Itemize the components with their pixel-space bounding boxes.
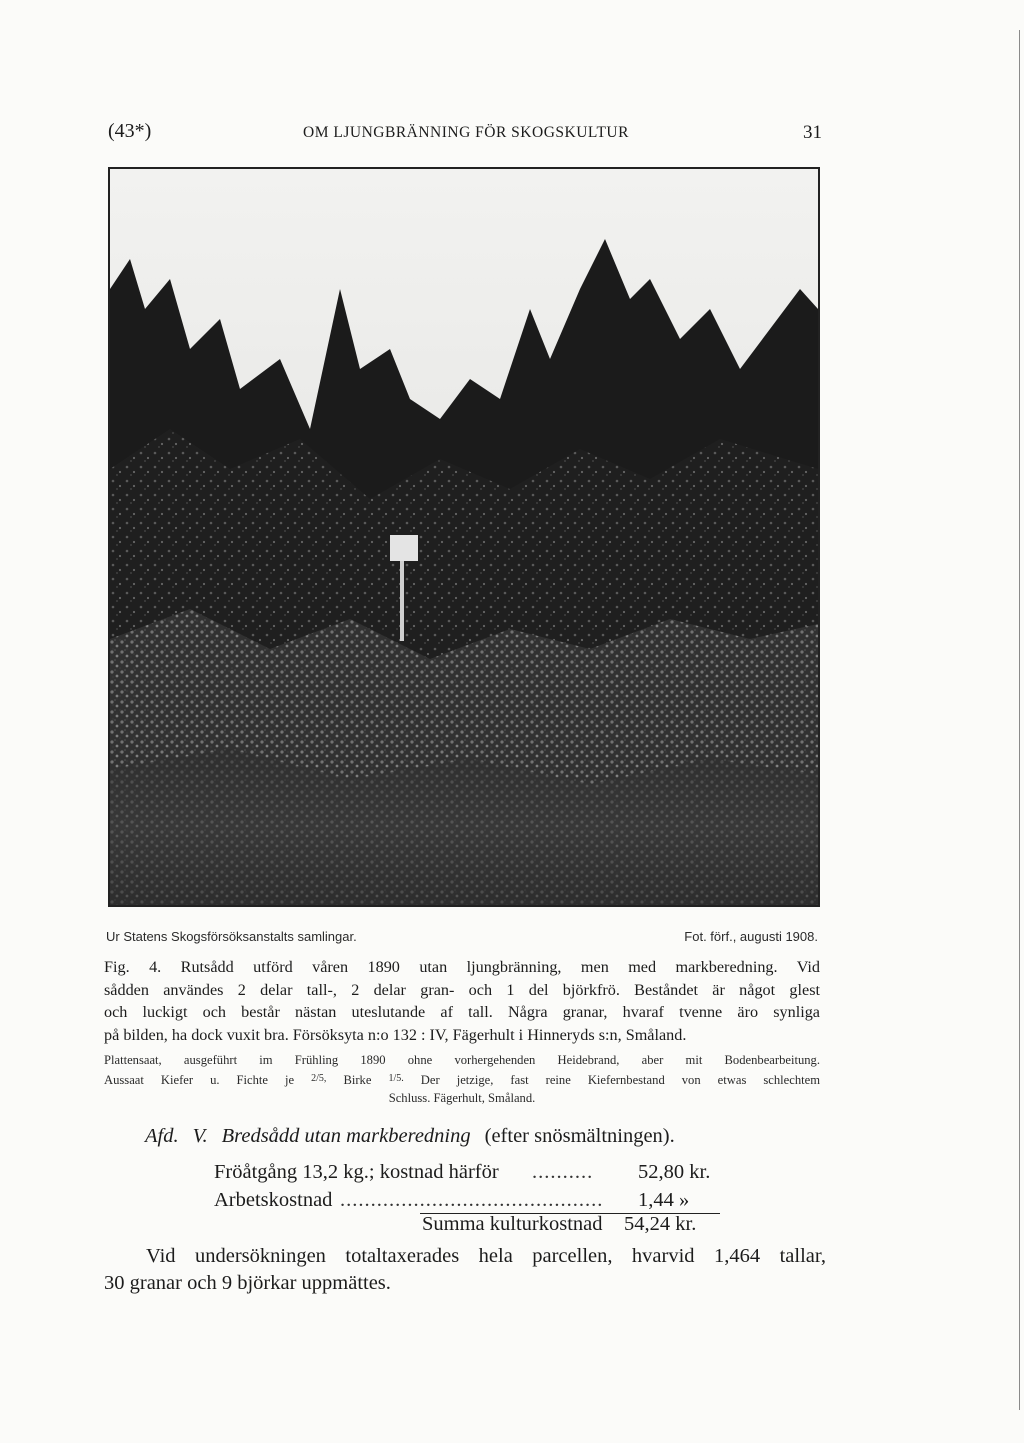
- conclusion-paragraph: [104, 1243, 826, 1297]
- section-label: Afd.: [145, 1125, 179, 1147]
- caption-de-line: Plattensaat, ausgeführt im Frühling 1890 ohne vorhergehenden Heidebrand, aber mit Bodenbearbeitung.: [104, 1053, 820, 1067]
- cost-row-seed: [214, 1161, 724, 1189]
- figure-caption-german: [104, 1051, 820, 1108]
- leader-dots: ...........................................: [340, 1189, 604, 1211]
- page-reference: (43*): [108, 120, 152, 142]
- caption-de-line: [104, 1070, 820, 1090]
- caption-de-text: Der jetzige, fast reine Kiefernbestand von etwas schlechtem: [420, 1072, 821, 1087]
- fraction-pine-spruce: 2/5,: [311, 1072, 327, 1084]
- photo-credit-source: Ur Statens Skogsförsöksanstalts samlingar.: [106, 929, 357, 944]
- photo-credit-photographer: Fot. förf., augusti 1908.: [684, 929, 818, 944]
- caption-de-line: Schluss. Fägerhult, Småland.: [388, 1091, 536, 1105]
- figure-caption-swedish: [104, 956, 820, 1046]
- conclusion-line: Vid undersökningen totaltaxerades hela parcellen, hvarvid 1,464 tallar,: [146, 1245, 826, 1267]
- fraction-birch: 1/5.: [388, 1072, 404, 1084]
- cost-label: Fröåtgång 13,2 kg.; kostnad härför: [214, 1161, 499, 1183]
- conclusion-line: 30 granar och 9 björkar uppmättes.: [104, 1272, 391, 1294]
- cost-label: Arbetskostnad: [214, 1189, 333, 1211]
- caption-sv-line: och luckigt och består nästan uteslutande af tall. Några granar, hvaraf tvenne äro synliga: [104, 1003, 820, 1021]
- cost-row-total: [214, 1213, 724, 1241]
- cost-value: 54,24 kr.: [624, 1213, 697, 1235]
- cost-value: 52,80 kr.: [638, 1161, 711, 1183]
- forest-photograph: [108, 167, 820, 907]
- section-subtitle: (efter snösmältningen).: [484, 1125, 675, 1147]
- forest-photo-illustration: [110, 169, 818, 905]
- caption-de-text: Aussaat Kiefer u. Fichte je: [104, 1072, 295, 1087]
- running-title: OM LJUNGBRÄNNING FÖR SKOGSKULTUR: [303, 124, 629, 141]
- caption-sv-line: på bilden, ha dock vuxit bra. Försöksyta n:o 132 : IV, Fägerhult i Hinneryds s:n, Småland.: [104, 1025, 687, 1044]
- page-edge-rule: [1019, 30, 1020, 1410]
- section-heading: [145, 1125, 785, 1148]
- caption-sv-line: Fig. 4. Rutsådd utförd våren 1890 utan ljungbränning, men med markberedning. Vid: [104, 958, 820, 976]
- caption-de-text: Birke: [343, 1072, 372, 1087]
- page-header: [108, 120, 824, 150]
- page-number: 31: [803, 122, 822, 143]
- section-numeral: V.: [192, 1125, 208, 1147]
- cost-value: 1,44 »: [638, 1189, 690, 1211]
- caption-sv-line: sådden användes 2 delar tall-, 2 delar gran- och 1 del björkfrö. Beståndet är något glest: [104, 980, 820, 999]
- cost-label: Summa kulturkostnad: [422, 1213, 603, 1235]
- section-title-text: Bredsådd utan markberedning: [221, 1125, 471, 1147]
- leader-dots: ..........: [532, 1161, 594, 1183]
